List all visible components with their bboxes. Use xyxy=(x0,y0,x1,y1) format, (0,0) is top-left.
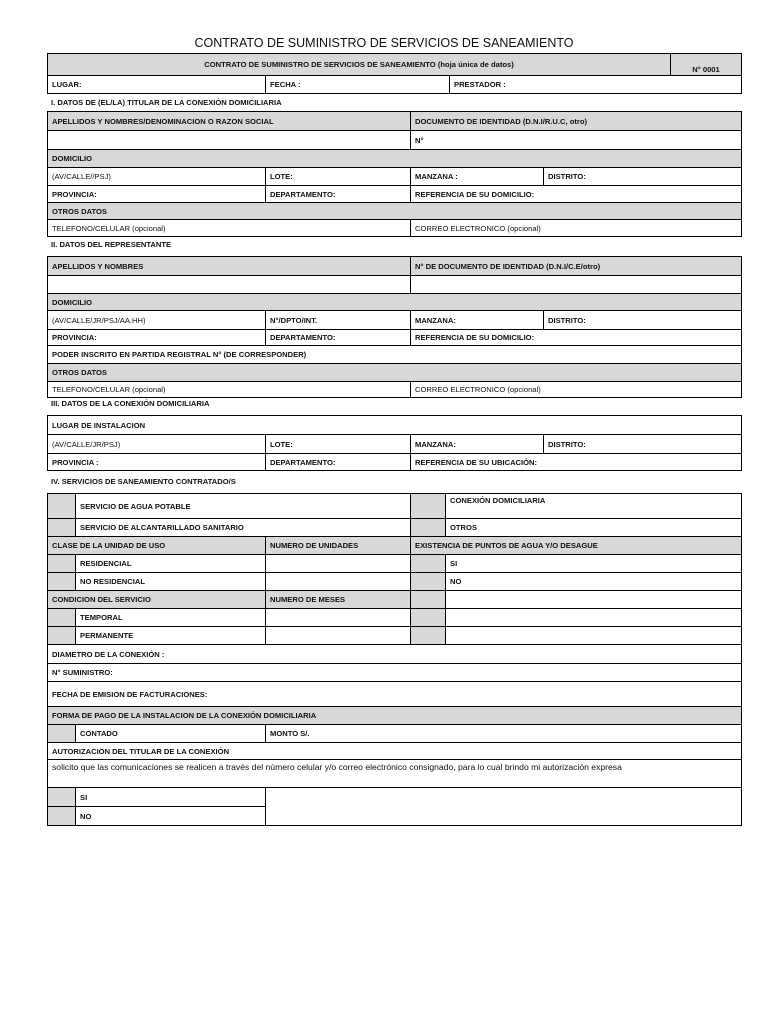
auth-no-label: NO xyxy=(76,807,266,826)
s1-manzana-field[interactable]: MANZANA : xyxy=(411,168,544,186)
agua-label: SERVICIO DE AGUA POTABLE xyxy=(76,494,411,519)
no-residencial-label: NO RESIDENCIAL xyxy=(76,573,266,591)
no-residencial-unidades-field[interactable] xyxy=(266,573,411,591)
monto-field[interactable]: MONTO S/. xyxy=(266,725,742,743)
clase-label: CLASE DE LA UNIDAD DE USO xyxy=(48,537,266,555)
s2-documento-field[interactable] xyxy=(411,276,742,294)
contract-number: N° 0001 xyxy=(671,54,742,76)
permanente-label: PERMANENTE xyxy=(76,627,266,645)
s1-correo-field[interactable]: CORREO ELECTRONICO (opcional) xyxy=(411,220,742,237)
contado-checkbox[interactable] xyxy=(48,725,76,743)
temporal-checkbox[interactable] xyxy=(48,609,76,627)
s1-av-field[interactable]: (AV/CALLE//PSJ) xyxy=(48,168,266,186)
s2-provincia-field[interactable]: PROVINCIA: xyxy=(48,330,266,346)
s2-correo-field[interactable]: CORREO ELECTRONICO (opcional) xyxy=(411,382,742,398)
autorizacion-text: solicito que las comunicaciones se realicen a través del número celular y/o correo electrónico consignado, para lo cual brindo mi autorización expresa xyxy=(48,760,742,788)
forma-pago-label: FORMA DE PAGO DE LA INSTALACION DE LA CONEXIÓN DOMICILIARIA xyxy=(48,707,742,725)
residencial-checkbox[interactable] xyxy=(48,555,76,573)
s3-distrito-field[interactable]: DISTRITO: xyxy=(544,435,742,454)
diametro-field[interactable]: DIAMETRO DE LA CONEXIÓN : xyxy=(48,645,742,664)
contado-label: CONTADO xyxy=(76,725,266,743)
section-3-title: III. DATOS DE LA CONEXIÓN DOMICILIARIA xyxy=(51,399,210,408)
s3-referencia-field[interactable]: REFERENCIA DE SU UBICACIÓN: xyxy=(411,454,742,471)
otros-label: OTROS xyxy=(446,519,742,537)
existencia-label: EXISTENCIA DE PUNTOS DE AGUA Y/O DESAGUE xyxy=(411,537,742,555)
temporal-meses-field[interactable] xyxy=(266,609,411,627)
permanente-meses-field[interactable] xyxy=(266,627,411,645)
section-1-title: I. DATOS DE (EL/LA) TITULAR DE LA CONEXIÓN DOMICILIARIA xyxy=(51,98,282,107)
fecha-field[interactable]: FECHA : xyxy=(266,76,450,94)
section-4-table xyxy=(47,493,742,826)
auth-si-checkbox[interactable] xyxy=(48,788,76,807)
s1-distrito-field[interactable]: DISTRITO: xyxy=(544,168,742,186)
s3-lugar-label: LUGAR DE INSTALACION xyxy=(48,416,742,435)
s2-departamento-field[interactable]: DEPARTAMENTO: xyxy=(266,330,411,346)
s3-manzana-field[interactable]: MANZANA: xyxy=(411,435,544,454)
section-2-title: II. DATOS DEL REPRESENTANTE xyxy=(51,240,172,249)
s1-otros-label: OTROS DATOS xyxy=(48,203,742,220)
section-3-table xyxy=(47,415,742,471)
conexion-checkbox[interactable] xyxy=(411,494,446,519)
existencia-si-label: SI xyxy=(446,555,742,573)
alcantarillado-checkbox[interactable] xyxy=(48,519,76,537)
blank-cell xyxy=(446,609,742,627)
s1-documento-label: DOCUMENTO DE IDENTIDAD (D.N.I/R.U.C, otro) xyxy=(411,112,742,131)
alcantarillado-label: SERVICIO DE ALCANTARILLADO SANITARIO xyxy=(76,519,411,537)
section-1-table xyxy=(47,111,742,237)
prestador-field[interactable]: PRESTADOR : xyxy=(450,76,742,94)
s3-departamento-field[interactable]: DEPARTAMENTO: xyxy=(266,454,411,471)
s3-provincia-field[interactable]: PROVINCIA : xyxy=(48,454,266,471)
temporal-label: TEMPORAL xyxy=(76,609,266,627)
s2-apellidos-field[interactable] xyxy=(48,276,411,294)
s2-otros-label: OTROS DATOS xyxy=(48,364,742,382)
residencial-label: RESIDENCIAL xyxy=(76,555,266,573)
existencia-si-checkbox[interactable] xyxy=(411,555,446,573)
s1-provincia-field[interactable]: PROVINCIA: xyxy=(48,186,266,203)
s2-referencia-field[interactable]: REFERENCIA DE SU DOMICILIO: xyxy=(411,330,742,346)
s2-av-field[interactable]: (AV/CALLE/JR/PSJ/AA.HH) xyxy=(48,311,266,330)
agua-checkbox[interactable] xyxy=(48,494,76,519)
permanente-checkbox[interactable] xyxy=(48,627,76,645)
s1-documento-field[interactable]: N° xyxy=(411,131,742,150)
blank-grey-cell xyxy=(411,627,446,645)
blank-grey-cell xyxy=(411,591,446,609)
section-4-title: IV. SERVICIOS DE SANEAMIENTO CONTRATADO/S xyxy=(51,477,236,486)
fecha-emision-field[interactable]: FECHA DE EMISION DE FACTURACIONES: xyxy=(48,682,742,707)
s1-apellidos-label: APELLIDOS Y NOMBRES/DENOMINACION O RAZON SOCIAL xyxy=(48,112,411,131)
blank-cell xyxy=(446,627,742,645)
auth-si-label: SI xyxy=(76,788,266,807)
signature-area[interactable] xyxy=(266,788,742,826)
s2-telefono-field[interactable]: TELEFONO/CELULAR (opcional) xyxy=(48,382,411,398)
s2-manzana-field[interactable]: MANZANA: xyxy=(411,311,544,330)
numero-unidades-label: NUMERO DE UNIDADES xyxy=(266,537,411,555)
autorizacion-label: AUTORIZACION DEL TITULAR DE LA CONEXIÓN xyxy=(48,743,742,760)
condicion-label: CONDICION DEL SERVICIO xyxy=(48,591,266,609)
header-subtitle: CONTRATO DE SUMINISTRO DE SERVICIOS DE SANEAMIENTO (hoja única de datos) xyxy=(48,54,671,76)
numero-meses-label: NUMERO DE MESES xyxy=(266,591,411,609)
s3-av-field[interactable]: (AV/CALLE/JR/PSJ) xyxy=(48,435,266,454)
otros-checkbox[interactable] xyxy=(411,519,446,537)
s2-documento-label: N° DE DOCUMENTO DE IDENTIDAD (D.N.I/C.E/otro) xyxy=(411,257,742,276)
existencia-no-label: NO xyxy=(446,573,742,591)
s3-lote-field[interactable]: LOTE: xyxy=(266,435,411,454)
blank-grey-cell xyxy=(411,609,446,627)
s2-poder-field[interactable]: PODER INSCRITO EN PARTIDA REGISTRAL N° (DE CORRESPONDER) xyxy=(48,346,742,364)
header-table xyxy=(47,53,742,94)
document-title: CONTRATO DE SUMINISTRO DE SERVICIOS DE SANEAMIENTO xyxy=(194,36,574,50)
s2-apellidos-label: APELLIDOS Y NOMBRES xyxy=(48,257,411,276)
s1-referencia-field[interactable]: REFERENCIA DE SU DOMICILIO: xyxy=(411,186,742,203)
lugar-field[interactable]: LUGAR: xyxy=(48,76,266,94)
blank-cell xyxy=(446,591,742,609)
no-residencial-checkbox[interactable] xyxy=(48,573,76,591)
s2-distrito-field[interactable]: DISTRITO: xyxy=(544,311,742,330)
s1-lote-field[interactable]: LOTE: xyxy=(266,168,411,186)
suministro-field[interactable]: N° SUMINISTRO: xyxy=(48,664,742,682)
auth-no-checkbox[interactable] xyxy=(48,807,76,826)
residencial-unidades-field[interactable] xyxy=(266,555,411,573)
s1-departamento-field[interactable]: DEPARTAMENTO: xyxy=(266,186,411,203)
existencia-no-checkbox[interactable] xyxy=(411,573,446,591)
s2-domicilio-label: DOMICILIO xyxy=(48,294,742,311)
s1-domicilio-label: DOMICILIO xyxy=(48,150,742,168)
s1-apellidos-field[interactable] xyxy=(48,131,411,150)
s1-telefono-field[interactable]: TELEFONO/CELULAR (opcional) xyxy=(48,220,411,237)
s2-dpto-field[interactable]: N°/DPTO/INT. xyxy=(266,311,411,330)
section-2-table xyxy=(47,256,742,398)
conexion-label: CONEXIÓN DOMICILIARIA xyxy=(446,494,742,519)
